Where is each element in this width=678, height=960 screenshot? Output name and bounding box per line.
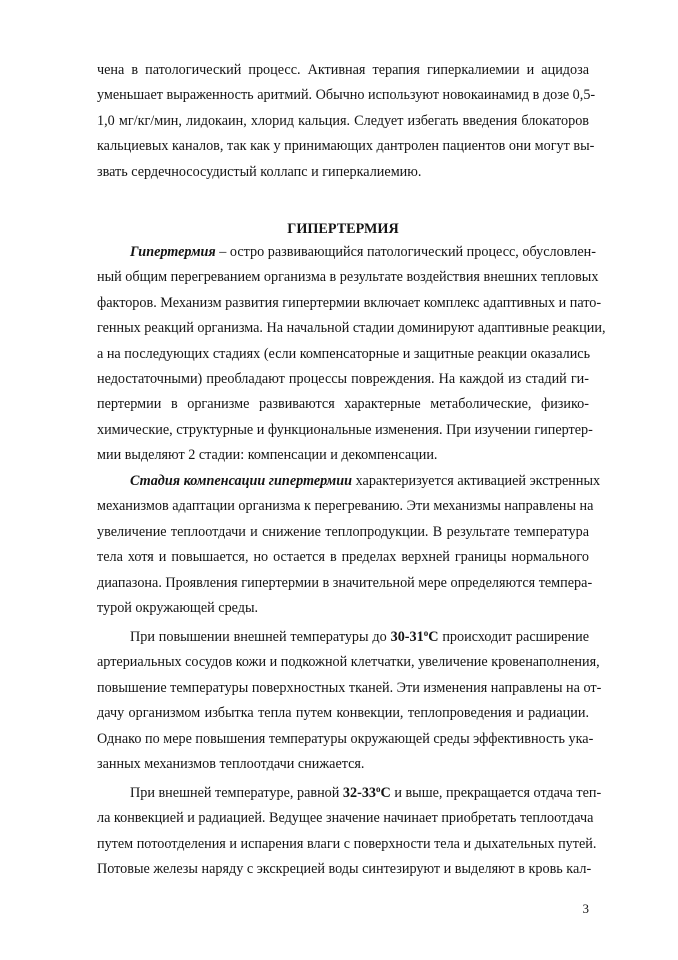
text-fragment: характеризуется активацией экстренных bbox=[352, 473, 601, 489]
text-line: Потовые железы наряду с экскрецией воды синтезируют и выделяют в кровь кал- bbox=[97, 861, 592, 878]
text-line: чена в патологический процесс. Активная терапия гиперкалиемии и ацидоза bbox=[97, 62, 589, 78]
text-fragment: и выше, прекращается отдача теп- bbox=[390, 785, 602, 801]
temperature-32-paragraph bbox=[97, 781, 602, 883]
text-line: ный общим перегреванием организма в результате воздействия внешних тепловых bbox=[97, 269, 599, 286]
compensation-stage-paragraph bbox=[97, 469, 601, 621]
text-line: ла конвекцией и радиацией. Ведущее значение начинает приобретать теплоотдача bbox=[97, 810, 594, 827]
text-line: звать сердечнососудистый коллапс и гиперкалиемию. bbox=[97, 163, 422, 180]
text-line: пертермии в организме развиваются характерные метаболические, физико- bbox=[97, 396, 589, 413]
text-line: повышение температуры поверхностных тканей. Эти изменения направлены на от- bbox=[97, 679, 602, 696]
text-line: диапазона. Проявления гипертермии в значительной мере определяются темпера- bbox=[97, 574, 593, 591]
temperature-value: 32-33$^o$С bbox=[342, 784, 391, 801]
temperature-value: 30-31$^o$С bbox=[390, 628, 439, 645]
text-fragment: – остро развивающийся патологический процесс, обусловлен- bbox=[215, 244, 596, 260]
text-line: механизмов адаптации организма к перегреванию. Эти механизмы направлены на bbox=[97, 498, 594, 515]
text-line: факторов. Механизм развития гипертермии включает комплекс адаптивных и пато- bbox=[97, 294, 602, 311]
intro-paragraph bbox=[97, 58, 596, 185]
text-line: кальциевых каналов, так как у принимающих дантролен пациентов они могут вы- bbox=[97, 138, 595, 155]
degree-mark: o bbox=[376, 784, 381, 794]
text-line: артериальных сосудов кожи и подкожной клетчатки, увеличение кровенаполнения, bbox=[97, 654, 600, 671]
text-line: дачу организмом избытка тепла путем конвекции, теплопроведения и радиации. bbox=[97, 705, 589, 722]
text-fragment: происходит расширение bbox=[438, 629, 590, 645]
text-line: тела хотя и повышается, но остается в пределах верхней границы нормального bbox=[97, 549, 589, 566]
temperature-30-paragraph bbox=[97, 625, 602, 777]
section-title: ГИПЕРТЕРМИЯ bbox=[287, 221, 399, 237]
term-compensation-stage: Стадия компенсации гипертермии bbox=[130, 473, 353, 489]
text-fragment: При повышении внешней температуры до bbox=[130, 629, 391, 645]
text-line bbox=[97, 781, 602, 806]
text-line: Однако по мере повышения температуры окружающей среды эффективность ука- bbox=[97, 730, 594, 747]
text-line: путем потоотделения и испарения влаги с поверхности тела и дыхательных путей. bbox=[97, 835, 597, 852]
text-line: увеличение теплоотдачи и снижение теплопродукции. В результате температура bbox=[97, 523, 589, 540]
degree-mark: o bbox=[423, 628, 429, 638]
text-line: 1,0 мг/кг/мин, лидокаин, хлорид кальция. Следует избегать введения блокаторов bbox=[97, 112, 589, 129]
text-line: а на последующих стадиях (если компенсаторные и защитные реакции оказались bbox=[97, 345, 591, 362]
text-line: химические, структурные и функциональные изменения. При изучении гипертер- bbox=[97, 421, 593, 438]
text-line: генных реакций организма. На начальной стадии доминируют адаптивные реакции, bbox=[97, 320, 606, 337]
text-fragment: При внешней температуре, равной bbox=[130, 785, 343, 801]
text-line: уменьшает выраженность аритмий. Обычно используют новокаинамид в дозе 0,5- bbox=[97, 87, 596, 104]
text-line bbox=[97, 469, 601, 494]
term-hyperthermia: Гипертермия bbox=[130, 244, 216, 260]
text-line bbox=[97, 240, 596, 265]
page-number: 3 bbox=[582, 901, 589, 916]
text-line: мии выделяют 2 стадии: компенсации и декомпенсации. bbox=[97, 447, 438, 464]
hyperthermia-definition-paragraph bbox=[97, 240, 606, 469]
text-line: недостаточными) преобладают процессы повреждения. На каждой из стадий ги- bbox=[97, 371, 589, 388]
text-line bbox=[97, 625, 589, 650]
text-line: занных механизмов теплоотдачи снижается. bbox=[97, 756, 365, 773]
text-line: турой окружающей среды. bbox=[97, 600, 259, 617]
